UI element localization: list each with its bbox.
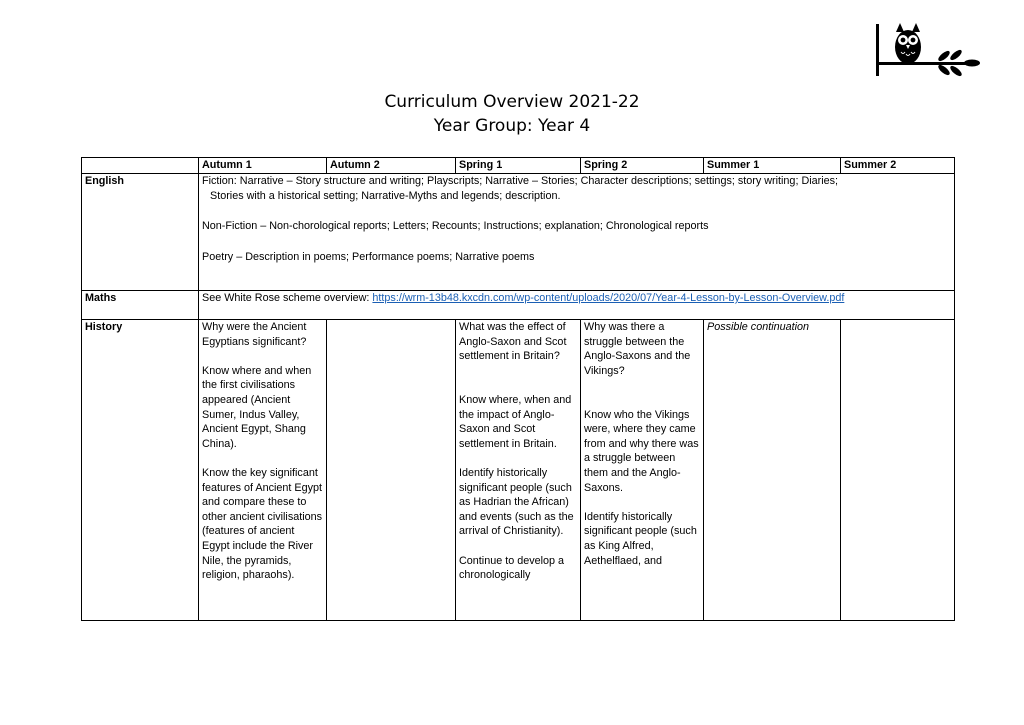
english-nonfiction: Non-Fiction – Non-chorological reports; Letters; Recounts; Instructions; explanation; Chronological reports — [202, 220, 709, 233]
document-title-block — [0, 90, 1024, 138]
history-spring-1-p1: Know where, when and the impact of Anglo-Saxon and Scot settlement in Britain. — [459, 393, 572, 450]
english-content — [199, 174, 955, 291]
table-row-english — [82, 174, 955, 291]
maths-prefix: See White Rose scheme overview: — [202, 292, 373, 304]
maths-content — [199, 291, 955, 320]
white-rose-overview-link[interactable]: https://wrm-13b48.kxcdn.com/wp-content/uploads/2020/07/Year-4-Lesson-by-Lesson-Overview.pdf — [372, 292, 845, 304]
history-spring-2 — [581, 320, 704, 621]
table-header-row — [82, 158, 955, 174]
history-spring-2-question: Why was there a struggle between the Anglo-Saxons and the Vikings? — [584, 321, 691, 377]
header-spring-2: Spring 2 — [581, 158, 704, 174]
english-fiction-line1: Fiction: Narrative – Story structure and writing; Playscripts; Narrative – Stories; Character descriptions; settings; story writing; Diaries; — [202, 175, 839, 187]
header-spring-1: Spring 1 — [456, 158, 581, 174]
document-title: Curriculum Overview 2021-22 — [384, 92, 640, 112]
table-row-history — [82, 320, 955, 621]
english-fiction-line2: Stories with a historical setting; Narrative-Myths and legends; description. — [210, 189, 561, 202]
subject-history: History — [82, 320, 199, 621]
history-autumn-1 — [199, 320, 327, 621]
english-fiction — [202, 174, 951, 203]
document-subtitle: Year Group: Year 4 — [433, 116, 591, 136]
history-autumn-2 — [327, 320, 456, 621]
history-spring-1-p2: Identify historically significant people (such as Hadrian the African) and events (such as the arrival of Christianity). — [459, 466, 574, 538]
history-autumn-1-p2: Know the key significant features of Ancient Egypt and compare these to other ancient civilisations (features of ancient Egypt include the River Nile, the pyramids, religion, pharaohs). — [202, 466, 323, 582]
history-autumn-1-question: Why were the Ancient Egyptians significant? — [202, 321, 307, 348]
history-spring-1-question: What was the effect of Anglo-Saxon and Scot settlement in Britain? — [459, 321, 567, 363]
subject-english: English — [82, 174, 199, 291]
owl-on-branch-logo — [872, 20, 982, 80]
table-row-maths — [82, 291, 955, 320]
history-summer-1: Possible continuation — [704, 320, 841, 621]
history-spring-2-p1: Know who the Vikings were, where they came from and why there was a struggle between them and the Anglo-Saxons. — [584, 408, 699, 494]
header-summer-1: Summer 1 — [704, 158, 841, 174]
curriculum-table — [81, 157, 955, 621]
subject-maths: Maths — [82, 291, 199, 320]
header-autumn-1: Autumn 1 — [199, 158, 327, 174]
history-autumn-1-p1: Know where and when the first civilisations appeared (Ancient Sumer, Indus Valley, Ancient Egypt, Shang China). — [202, 364, 312, 450]
english-poetry: Poetry – Description in poems; Performance poems; Narrative poems — [202, 250, 535, 263]
history-spring-2-p2: Identify historically significant people (such as King Alfred, Aethelflaed, and — [584, 510, 697, 567]
header-cell-empty — [82, 158, 199, 174]
header-autumn-2: Autumn 2 — [327, 158, 456, 174]
history-spring-1 — [456, 320, 581, 621]
history-spring-1-p3: Continue to develop a chronologically — [459, 554, 565, 582]
history-summer-2 — [841, 320, 955, 621]
header-summer-2: Summer 2 — [841, 158, 955, 174]
